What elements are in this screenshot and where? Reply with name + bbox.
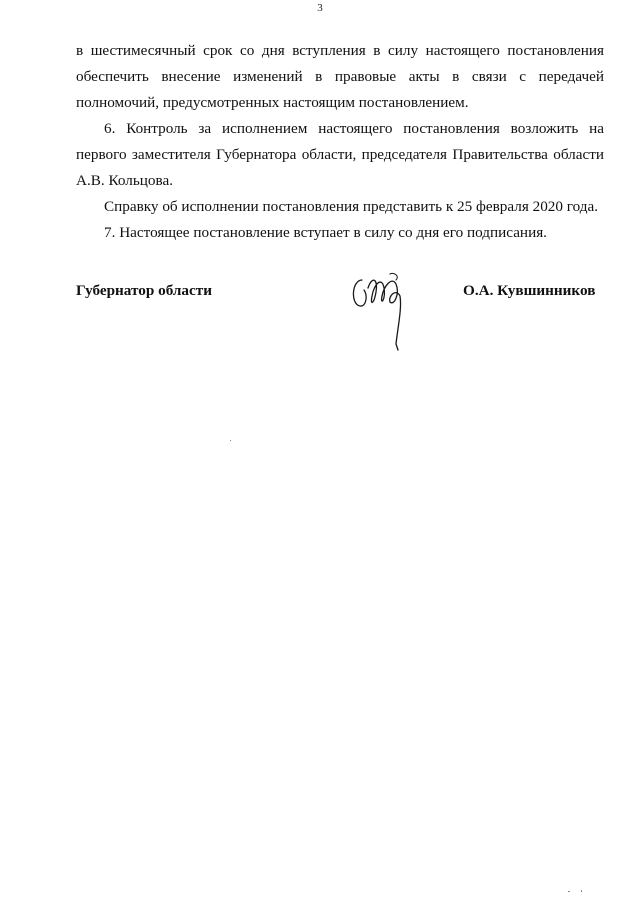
scan-artifact	[581, 890, 582, 892]
paragraph-item-6: 6. Контроль за исполнением настоящего постановления возложить на первого заместителя Губернатора области, председателя Правительства области А.В. Кольцова.	[76, 120, 604, 189]
paragraph-item-7: 7. Настоящее постановление вступает в силу со дня его подписания.	[104, 224, 547, 241]
paragraph-report: Справку об исполнении постановления представить к 25 февраля 2020 года.	[104, 198, 599, 215]
paragraph-continuation: в шестимесячный срок со дня вступления в силу настоящего постановления обеспечить внесение изменений в правовые акты в связи с передачей полномочий, предусмотренных настоящим постановлением.	[76, 42, 604, 111]
handwritten-signature	[346, 266, 416, 356]
page-number: 3	[317, 2, 323, 14]
document-body	[76, 38, 604, 246]
scan-artifact	[230, 440, 231, 441]
signatory-name: О.А. Кувшинников	[463, 282, 596, 299]
scan-artifact	[568, 891, 570, 892]
signatory-title: Губернатор области	[76, 282, 212, 299]
